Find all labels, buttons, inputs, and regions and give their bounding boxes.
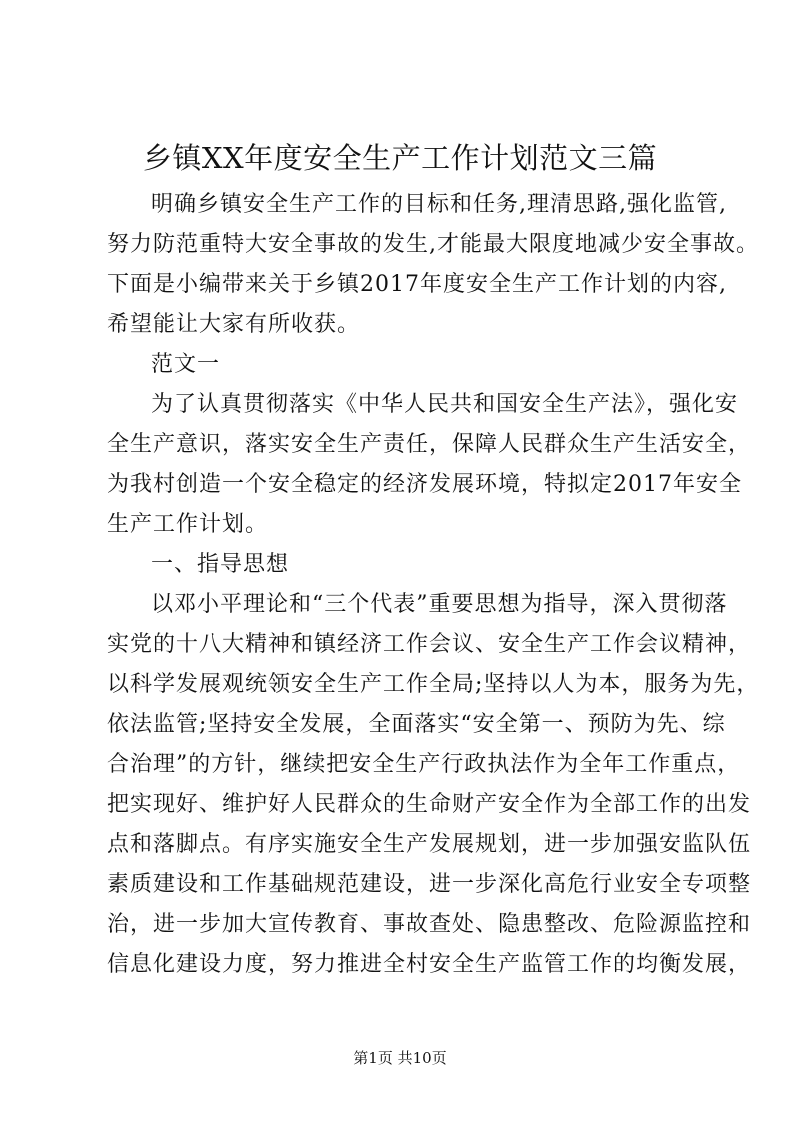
document-title: 乡镇XX年度安全生产工作计划范文三篇 (142, 141, 658, 175)
body-line-8: 为我村创造一个安全稳定的经济发展环境，特拟定2017年安全 (107, 472, 742, 497)
body-line-9: 生产工作计划。 (107, 512, 269, 537)
body-line-16: 把实现好、维护好人民群众的生命财产安全作为全部工作的出发 (107, 792, 752, 817)
section-heading-guiding-thought: 一、指导思想 (151, 552, 290, 577)
body-line-19: 治，进一步加大宣传教育、事故查处、隐患整改、危险源监控和 (107, 912, 752, 937)
body-line-13: 以科学发展观统领安全生产工作全局;坚持以人为本，服务为先， (107, 672, 760, 697)
body-line-14: 依法监管;坚持安全发展，全面落实“安全第一、预防为先、综 (107, 712, 726, 737)
body-line-3: 下面是小编带来关于乡镇2017年度安全生产工作计划的内容, (107, 272, 727, 297)
body-line-7: 全生产意识，落实安全生产责任，保障人民群众生产生活安全， (107, 432, 752, 457)
body-line-6: 为了认真贯彻落实《中华人民共和国安全生产法》，强化安 (151, 392, 739, 417)
section-heading-fanwen-1: 范文一 (151, 352, 221, 377)
page-number-footer: 第1页 共10页 (353, 1049, 447, 1067)
body-line-1: 明确乡镇安全生产工作的目标和任务,理清思路,强化监管, (151, 192, 727, 217)
body-line-2: 努力防范重特大安全事故的发生,才能最大限度地减少安全事故。 (107, 232, 759, 257)
body-line-20: 信息化建设力度，努力推进全村安全生产监管工作的均衡发展， (107, 952, 752, 977)
body-line-12: 实党的十八大精神和镇经济工作会议、安全生产工作会议精神， (107, 632, 752, 657)
body-line-17: 点和落脚点。有序实施安全生产发展规划，进一步加强安监队伍 (107, 832, 752, 857)
body-line-11: 以邓小平理论和“三个代表”重要思想为指导，深入贯彻落 (151, 592, 728, 617)
body-line-15: 合治理”的方针，继续把安全生产行政执法作为全年工作重点， (107, 752, 741, 777)
body-line-4: 希望能让大家有所收获。 (107, 312, 361, 337)
body-line-18: 素质建设和工作基础规范建设，进一步深化高危行业安全专项整 (107, 872, 752, 897)
